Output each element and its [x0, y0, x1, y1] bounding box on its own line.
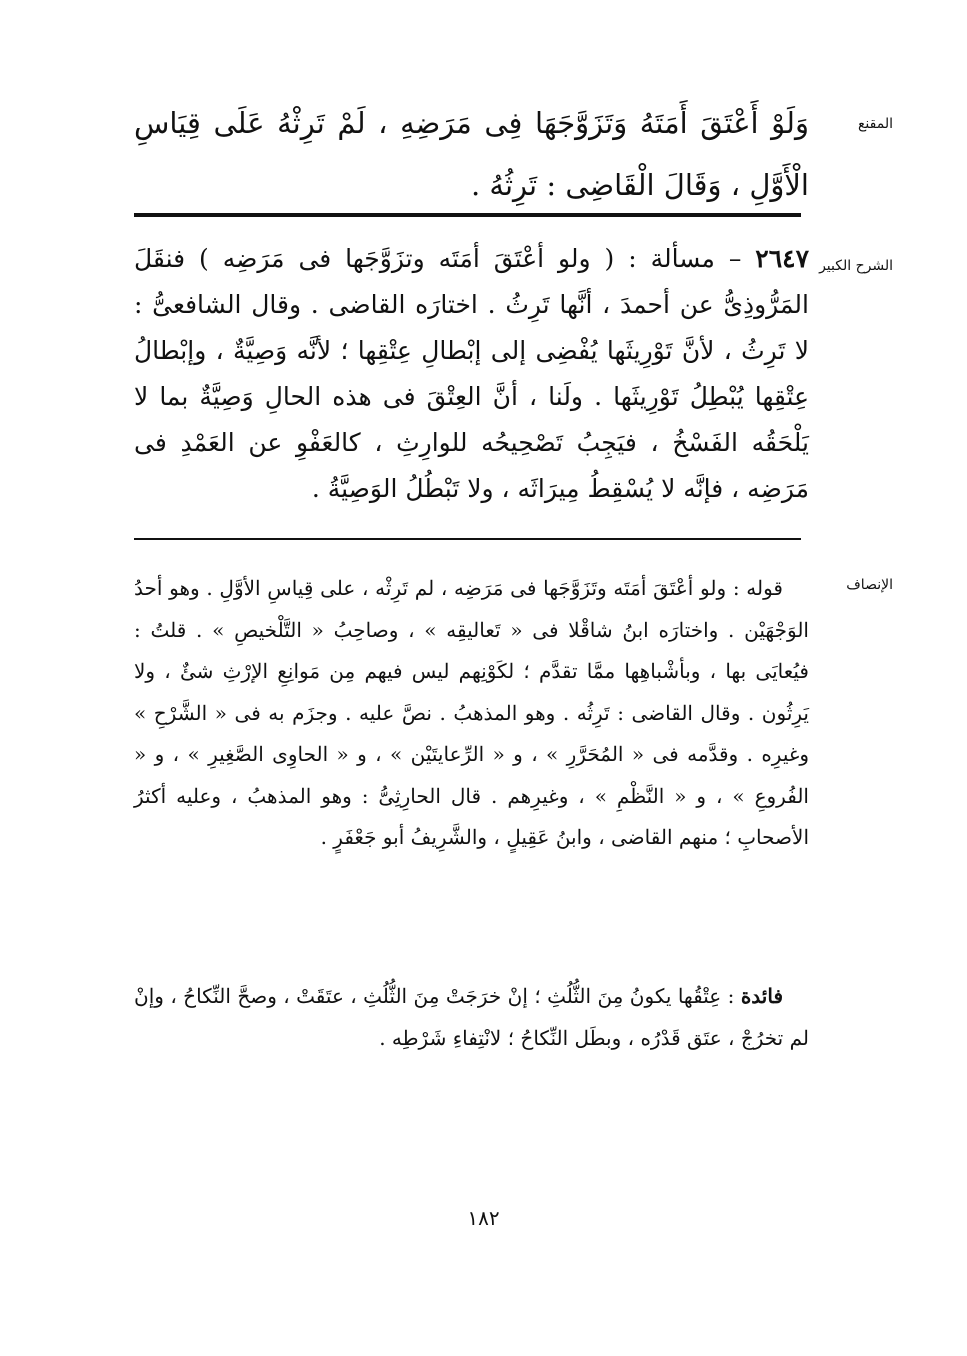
page-number: ١٨٢ — [467, 1206, 500, 1230]
section-label-muqni: المقنع — [857, 116, 893, 132]
masala-number: ٢٦٤٧ — [755, 244, 809, 273]
sharh-body: – مسألة : ( ولو أعْتَقَ أمَتَه وتزَوَّجَها فى مَرَضِه ) فنقَلَ المَرُّوذِىُّ عن أحمدَ ، أنَّها تَرِثُ . اختارَه القاضى . وقال الشافعىُّ : لا تَرِثُ ، لأنَّ تَوْرِيثَها يُفْضِى إلى إبْطالِ عِتْقِها ؛ لأنَّه وَصِيَّةٌ ، وإبْطالُ عِتْقِها يُبْطِلُ تَوْرِيثَها . ولَنا ، أنَّ العِتْقَ فى هذه الحالِ وَصِيَّةٌ بما لا يَلْحَقُه الفَسْخُ ، فيَجِبُ تَصْحِيحُه للوارِثِ ، كالعَفْوِ عن العَمْدِ فى مَرَضِه ، فإنَّه لا يُسْقِطُ مِيرَاثَه ، ولا تَبْطُلُ الوَصِيَّةُ . — [134, 244, 809, 503]
muqni-text: وَلَوْ أَعْتَقَ أَمَتَهُ وَتَزَوَّجَهَا فِى مَرَضِهِ ، لَمْ تَرِثْهُ عَلَى قِيَاسِ الْأَوَّلِ ، وَقَالَ الْقَاضِى : تَرِثُهُ . — [134, 106, 809, 202]
divider-thin — [134, 538, 801, 540]
divider-thick — [134, 213, 801, 217]
section-label-insaf: الإنصاف — [846, 577, 893, 593]
sharh-text — [134, 236, 809, 512]
faida-body: : عِتْقُها يكونُ مِنَ الثُّلُثِ ؛ إنْ خرَجَتْ مِنَ الثُّلُثِ ، عتَقَتْ ، وصحَّ النِّكاحُ ، وإنْ لم تخرُجْ ، عتَق قَدْرُه ، وبطَل النِّكاحُ ؛ لانْتِفاءِ شَرْطِه . — [134, 984, 809, 1050]
section-label-sharh: الشرح الكبير — [819, 258, 893, 274]
faida-label: فائدة — [740, 984, 784, 1008]
faida-text — [134, 976, 809, 1059]
insaf-body: قوله : ولو أعْتَقَ أمَتَه وتَزَوَّجَها فى مَرَضِه ، لم تَرِثْه ، على قِياسِ الأوَّلِ . وهو أحدُ الوَجْهَيْن . واختارَه ابنُ شاقْلا فى « تَعاليقِه » ، وصاحِبُ « التَّلْخيصِ » . قلتُ : فيُعايَى بها ، وبأشْباهِها ممَّا تقدَّم ؛ لكَوْنِهم ليس فيهم مِن مَوانِعِ الإرْثِ شئٌ ، ولا يَرِثُون . وقال القاضى : تَرِثُه . وهو المذهبُ . نصَّ عليه . وجزَم به فى « الشَّرْحِ » وغيرِه . وقدَّمه فى « المُحَرَّرِ » ، و « الرِّعايتَيْن » ، و « الحاوِى الصَّغِيرِ » ، و « الفُروعِ » ، و « النَّظْمِ » ، وغيرِهم . قال الحارِثِىُّ : وهو المذهبُ ، وعليه أكثرُ الأصحابِ ؛ منهم القاضى ، وابنُ عَقِيلٍ ، والشَّرِيفُ أبو جَعْفَرٍ . — [134, 576, 809, 849]
insaf-text — [134, 568, 809, 859]
